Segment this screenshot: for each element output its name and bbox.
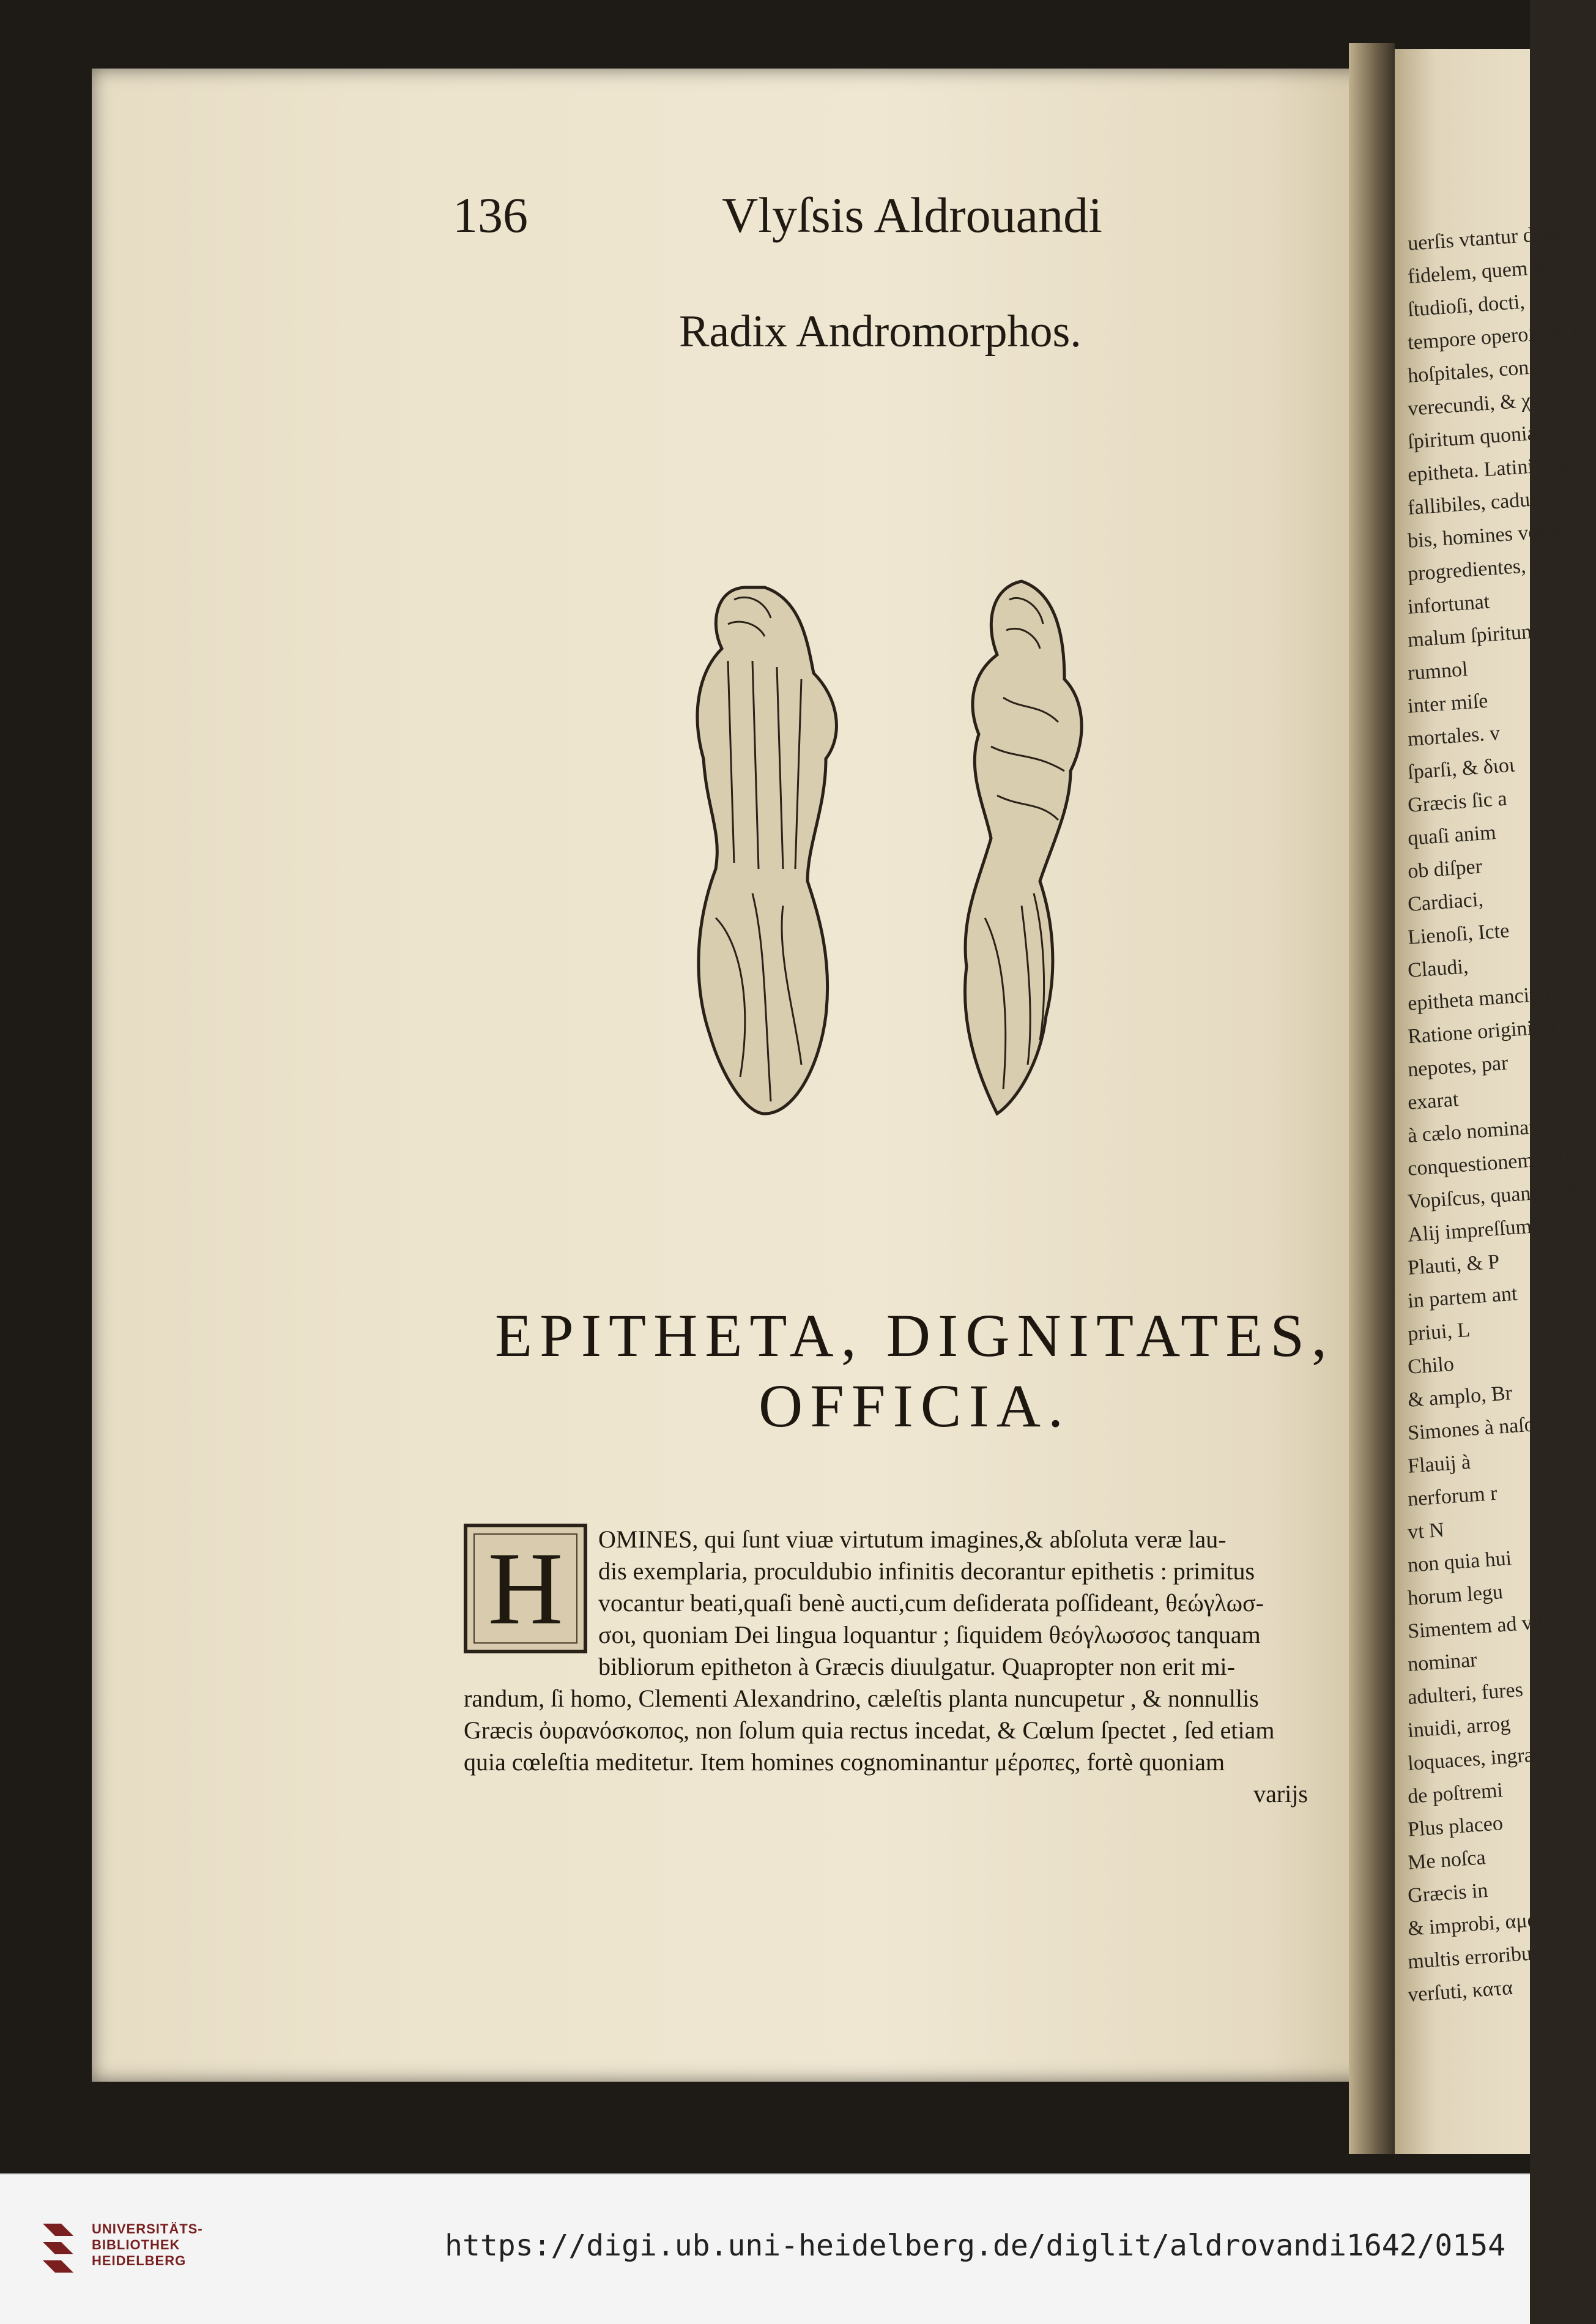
permalink-url[interactable]: https://digi.ub.uni-heidelberg.de/diglit/aldrovandi1642/0154 xyxy=(445,2229,1505,2263)
book-spine xyxy=(1349,43,1395,2154)
figure-caption: Radix Andromorphos. xyxy=(679,307,1082,357)
institution-line: HEIDELBERG xyxy=(92,2253,187,2268)
facing-page-line: mortales. v xyxy=(1407,721,1501,751)
facing-page-line: Cardiaci, xyxy=(1407,888,1484,916)
facing-page-line: Claudi, xyxy=(1407,955,1469,982)
facing-page-line: Græcis ſic a xyxy=(1407,787,1508,817)
facing-page-line: non quia hui xyxy=(1407,1547,1513,1577)
text-line: OMINES, qui ſunt viuæ virtutum imagines,& abſoluta veræ lau- xyxy=(598,1525,1227,1553)
root-figure-left xyxy=(697,587,836,1114)
facing-page-line: Plus placeo xyxy=(1407,1812,1504,1841)
facing-page-line: hoſpitales, conſt xyxy=(1407,355,1542,387)
institution-line: UNIVERSITÄTS- xyxy=(92,2221,203,2236)
facing-page-line: fallibiles, caducum, xyxy=(1407,485,1572,520)
facing-page-line: Simentem ad vitia xyxy=(1407,1609,1560,1643)
text-line: σοι, quoniam Dei lingua loquantur ; ſiquidem θεόγλωσσος tanquam xyxy=(598,1621,1261,1648)
facing-page-line: fidelem, quem ſigni xyxy=(1407,254,1572,288)
initial-letter: H xyxy=(488,1530,563,1646)
facing-page-line: Ratione originis a xyxy=(1407,1015,1556,1048)
facing-page-line: multis erroribus xyxy=(1407,1941,1541,1973)
facing-page-line: de poſtremi xyxy=(1407,1779,1504,1808)
facing-page-line: quaſi anim xyxy=(1407,821,1497,850)
body-text xyxy=(464,1524,1326,1810)
decorated-initial xyxy=(464,1524,587,1653)
facing-page-line: vt N xyxy=(1407,1518,1445,1544)
andromorphos-root-illustration xyxy=(642,575,1193,1126)
facing-page-line: ob diſper xyxy=(1407,855,1483,883)
facing-page-line: progredientes, e xyxy=(1407,553,1542,586)
university-logo-icon[interactable] xyxy=(37,2218,80,2279)
text-line: quia cœleſtia meditetur. Item homines cognominantur μέροπες, fortè quoniam xyxy=(464,1748,1225,1776)
facing-page-line: Lienoſi, Icte xyxy=(1407,919,1510,949)
text-line: randum, ſi homo, Clementi Alexandrino, cæleſtis planta nuncupetur , & nonnullis xyxy=(464,1685,1259,1712)
text-line: dis exemplaria, proculdubio infinitis decorantur epithetis : primitus xyxy=(598,1557,1255,1585)
facing-page-line: horum legu xyxy=(1407,1581,1504,1610)
facing-page-line: rumnol xyxy=(1407,658,1469,685)
facing-page-line: Flauij à xyxy=(1407,1450,1472,1478)
section-heading-line-1: EPITHETA, DIGNITATES, xyxy=(495,1302,1334,1369)
facing-page-line: tempore operoſi, & la xyxy=(1407,319,1587,354)
page-number: 136 xyxy=(453,187,528,243)
facing-page-line: à cælo nominatero, C xyxy=(1407,1112,1586,1147)
viewer-footer xyxy=(0,2173,1530,2324)
text-line: Græcis ὀυρανόσκοπος, non ſolum quia rectus incedat, & Cœlum ſpectet , ſed etiam xyxy=(464,1716,1275,1744)
facing-page-line: Chilo xyxy=(1407,1352,1455,1379)
facing-page-line: Vopiſcus, quando alic xyxy=(1407,1178,1587,1213)
facing-page-line: Me noſca xyxy=(1407,1846,1487,1874)
root-figure-right xyxy=(965,581,1082,1114)
facing-page-line: inuidi, arrog xyxy=(1407,1712,1512,1742)
facing-page-line: conquestionem defunc xyxy=(1407,1144,1596,1180)
facing-page-line: Alij impreſſum a xyxy=(1407,1214,1547,1246)
facing-page-line: Plauti, & P xyxy=(1407,1250,1501,1279)
running-title: Vlyſsis Aldrouandi xyxy=(722,187,1102,243)
facing-page-line: nerforum r xyxy=(1407,1481,1498,1511)
facing-page-line: in partem ant xyxy=(1407,1282,1518,1313)
facing-page-line: exarat xyxy=(1407,1088,1460,1114)
facing-page-line: verecundi, & χ xyxy=(1407,389,1532,420)
facing-page-line: uerſis vtantur dialec xyxy=(1407,221,1573,255)
catchword: varijs xyxy=(1253,1780,1308,1808)
facing-page-line: ſtudioſi, docti, xyxy=(1407,290,1526,321)
facing-page-line: Simones à naſo c xyxy=(1407,1412,1550,1445)
facing-page-line: nepotes, par xyxy=(1407,1051,1509,1081)
facing-page-line: priui, L xyxy=(1407,1318,1471,1346)
facing-page-line: loquaces, ingrat xyxy=(1407,1743,1540,1775)
facing-page xyxy=(1395,49,1596,2154)
facing-page-line: infortunat xyxy=(1407,590,1491,619)
facing-page-line: bis, homines vocan xyxy=(1407,518,1568,553)
facing-page-line: epitheta. Latini eun xyxy=(1407,452,1570,486)
facing-page-line: & improbi, αμα xyxy=(1407,1909,1539,1940)
facing-page-line: & amplo, Br xyxy=(1407,1382,1513,1412)
section-heading-line-2: OFFICIA. xyxy=(759,1372,1071,1440)
facing-page-line: adulteri, fures xyxy=(1407,1678,1524,1709)
facing-page-line: Græcis in xyxy=(1407,1879,1489,1907)
facing-page-line: ſpiritum quoniam xyxy=(1407,420,1554,453)
text-line: bibliorum epitheton à Græcis diuulgatur. Quapropter non erit mi- xyxy=(598,1653,1235,1680)
facing-page-line: epitheta mancipicuntu xyxy=(1407,979,1593,1015)
section-heading xyxy=(483,1300,1346,1441)
institution-line: BIBLIOTHEK xyxy=(92,2237,180,2252)
institution-name xyxy=(92,2221,203,2269)
facing-page-line: verſuti, κατα xyxy=(1407,1976,1514,2006)
facing-page-line: ſparſi, & διοι xyxy=(1407,753,1516,784)
facing-page-line: nominar xyxy=(1407,1648,1478,1676)
facing-page-line: inter miſe xyxy=(1407,689,1489,718)
facing-page-line: malum ſpiritum, ſed xyxy=(1407,617,1574,652)
text-line: vocantur beati,quaſi benè aucti,cum deſiderata poſſideant, θεώγλωσ- xyxy=(598,1589,1264,1617)
page-header xyxy=(453,187,1187,254)
